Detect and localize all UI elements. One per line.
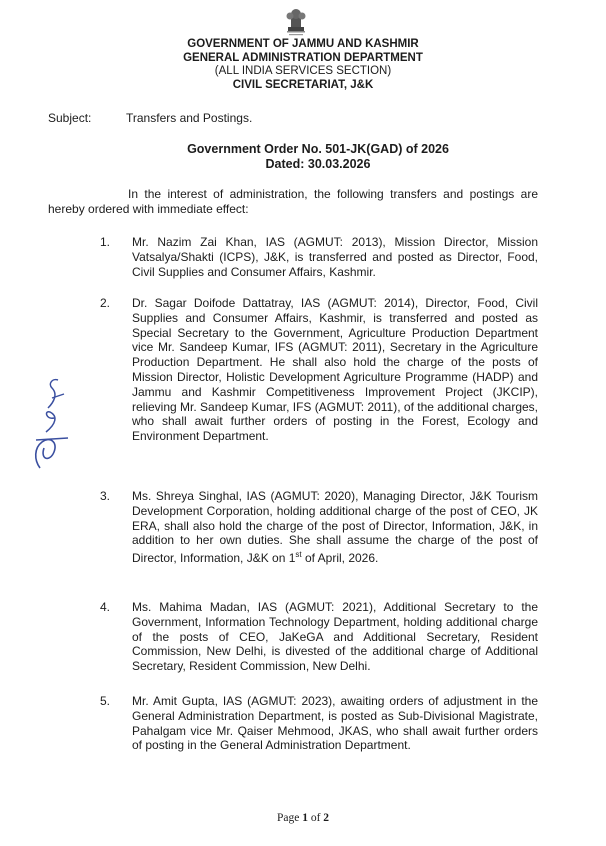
subject-label: Subject: [48, 111, 92, 125]
order-item [100, 694, 538, 753]
order-item [100, 235, 538, 279]
header-line-section: (ALL INDIA SERVICES SECTION) [214, 65, 392, 77]
item-text: Ms. Mahima Madan, IAS (AGMUT: 2021), Additional Secretary to the Government, Information Technology Department, holding additional charge of the posts of CEO, JaKeGA and Additional Secretary, Resident Commission, New Delhi, is divested of the additional charge of Additional Secretary, Resident Commission, New Delhi. [132, 600, 538, 674]
order-heading [0, 142, 606, 172]
item-number: 1. [100, 235, 111, 249]
handwritten-signature [28, 368, 78, 478]
item-number: 4. [100, 600, 111, 614]
order-item [100, 489, 538, 566]
item-text: Ms. Shreya Singhal, IAS (AGMUT: 2020), Managing Director, J&K Tourism Development Corporation, holding additional charge of the post of CEO, JK ERA, shall also hold the charge of the post of Director, Information, J&K, in addition to her own duties. She shall assume the charge of the post of Director, Information, J&K on 1st of April, 2026. [132, 489, 538, 566]
order-item [100, 600, 538, 674]
intro-paragraph: In the interest of administration, the following transfers and postings are hereby ordered with immediate effect: [48, 187, 538, 216]
state-emblem-icon [282, 6, 310, 38]
item-number: 3. [100, 489, 111, 503]
item-text: Mr. Nazim Zai Khan, IAS (AGMUT: 2013), Mission Director, Mission Vatsalya/Shakti (ICPS), J&K, is transferred and posted as Director, Food, Civil Supplies and Consumer Affairs, Kashmir. [132, 235, 538, 279]
item-text: Mr. Amit Gupta, IAS (AGMUT: 2023), awaiting orders of adjustment in the General Administration Department, is posted as Sub-Divisional Magistrate, Pahalgam vice Mr. Qaiser Mehmood, JKAS, who shall await further orders of posting in the General Administration Department. [132, 694, 538, 753]
header-line-government: GOVERNMENT OF JAMMU AND KASHMIR [187, 38, 419, 50]
total-pages: 2 [323, 812, 330, 824]
subject-text: Transfers and Postings. [126, 111, 253, 125]
header-line-department: GENERAL ADMINISTRATION DEPARTMENT [183, 51, 423, 64]
subject-line [48, 111, 252, 125]
header-line-secretariat: CIVIL SECRETARIAT, J&K [232, 78, 374, 91]
item-number: 2. [100, 296, 111, 310]
current-page: 1 [302, 812, 308, 824]
order-title: Government Order No. 501-JK(GAD) of 2026 [187, 142, 449, 156]
order-item [100, 296, 538, 444]
item-text: Dr. Sagar Doifode Dattatray, IAS (AGMUT: 2014), Director, Food, Civil Supplies and Consumer Affairs, Kashmir, is transferred and posted as Special Secretary to the Government, Agriculture Production Department vice Mr. Sandeep Kumar, IFS (AGMUT: 2011), Secretary in the Agriculture Production Department. He shall also hold the charge of the posts of Mission Director, Holistic Development Agriculture Programme (HADP) and Jammu and Kashmir Competitiveness Improvement Project (JKCIP), relieving Mr. Sandeep Kumar, IFS (AGMUT: 2011), of the additional charges, who shall await further orders of posting in the Forest, Ecology and Environment Department. [132, 296, 538, 444]
item-number: 5. [100, 694, 111, 708]
page-footer: Page 1 of 2 [276, 812, 330, 824]
document-header [0, 38, 606, 92]
order-date: Dated: 30.03.2026 [265, 157, 371, 171]
